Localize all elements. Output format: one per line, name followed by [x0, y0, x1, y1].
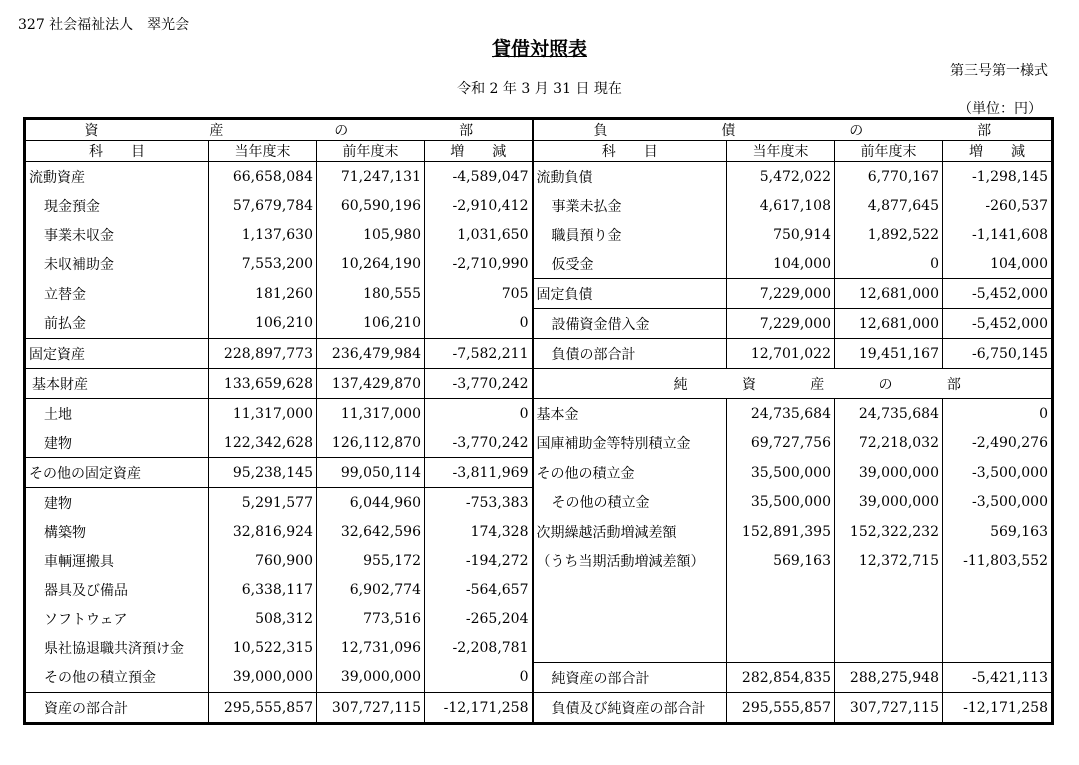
liability-label [533, 604, 727, 633]
liability-current: 7,229,000 [727, 279, 835, 309]
liability-label: その他の積立金 [533, 488, 727, 518]
asset-previous: 99,050,114 [317, 458, 425, 488]
col-previous: 前年度末 [835, 141, 943, 162]
asset-current: 133,659,628 [209, 369, 317, 399]
liability-change: 569,163 [943, 517, 1053, 546]
liability-change: -260,537 [943, 191, 1053, 220]
col-subject: 科 目 [533, 141, 727, 162]
col-subject: 科 目 [25, 141, 209, 162]
liability-previous: 152,322,232 [835, 517, 943, 546]
asset-label: 前払金 [25, 309, 209, 339]
liability-label: 設備資金借入金 [533, 309, 727, 339]
asset-change: -3,770,242 [425, 428, 533, 458]
balance-sheet-table [23, 117, 1054, 725]
asset-change: -12,171,258 [425, 693, 533, 724]
liability-current: 152,891,395 [727, 517, 835, 546]
asset-change: -3,811,969 [425, 458, 533, 488]
liability-previous [835, 633, 943, 663]
liability-previous: 307,727,115 [835, 693, 943, 724]
asset-current: 10,522,315 [209, 633, 317, 663]
liability-previous: 0 [835, 249, 943, 279]
asset-label: 事業未収金 [25, 220, 209, 249]
liability-change: -5,421,113 [943, 663, 1053, 693]
table-row [25, 663, 1053, 693]
asset-previous: 773,516 [317, 604, 425, 633]
liability-previous: 6,770,167 [835, 162, 943, 192]
asset-current: 32,816,924 [209, 517, 317, 546]
liability-previous: 72,218,032 [835, 428, 943, 458]
liability-label: 事業未払金 [533, 191, 727, 220]
liability-previous: 1,892,522 [835, 220, 943, 249]
asset-change: 0 [425, 663, 533, 693]
asset-current: 106,210 [209, 309, 317, 339]
table-row [25, 162, 1053, 192]
liability-current: 69,727,756 [727, 428, 835, 458]
section-header-row [25, 119, 1053, 141]
asset-current: 6,338,117 [209, 575, 317, 604]
liability-change: -5,452,000 [943, 279, 1053, 309]
asset-label: 構築物 [25, 517, 209, 546]
asset-current: 39,000,000 [209, 663, 317, 693]
liability-label: 負債及び純資産の部合計 [533, 693, 727, 724]
asset-current: 228,897,773 [209, 339, 317, 369]
liability-current: 12,701,022 [727, 339, 835, 369]
asset-change: -2,710,990 [425, 249, 533, 279]
net-assets-section-header [533, 369, 1053, 399]
table-row [25, 633, 1053, 663]
asset-previous: 11,317,000 [317, 399, 425, 429]
asset-current: 7,553,200 [209, 249, 317, 279]
table-row [25, 604, 1053, 633]
liability-previous [835, 604, 943, 633]
liability-current: 5,472,022 [727, 162, 835, 192]
liability-previous: 4,877,645 [835, 191, 943, 220]
document-title: 貸借対照表 [491, 38, 587, 60]
liability-previous: 12,372,715 [835, 546, 943, 575]
table-row [25, 249, 1053, 279]
as-of-date: 令和 2 年 3 月 31 日 現在 [457, 81, 622, 97]
asset-current: 57,679,784 [209, 191, 317, 220]
section-char: 負 [593, 123, 608, 139]
table-row [25, 693, 1053, 724]
liability-previous: 12,681,000 [835, 309, 943, 339]
table-row [25, 428, 1053, 458]
asset-previous: 12,731,096 [317, 633, 425, 663]
asset-previous: 236,479,984 [317, 339, 425, 369]
section-char: 純 [673, 376, 688, 393]
liability-current: 24,735,684 [727, 399, 835, 429]
asset-change: -2,208,781 [425, 633, 533, 663]
asset-previous: 106,210 [317, 309, 425, 339]
section-char: 資 [84, 123, 99, 139]
asset-current: 11,317,000 [209, 399, 317, 429]
table-row [25, 575, 1053, 604]
asset-previous: 307,727,115 [317, 693, 425, 724]
asset-change: 0 [425, 309, 533, 339]
table-row [25, 458, 1053, 488]
liability-change: -1,141,608 [943, 220, 1053, 249]
liability-label: 職員預り金 [533, 220, 727, 249]
liability-previous: 39,000,000 [835, 488, 943, 518]
liability-current: 35,500,000 [727, 458, 835, 488]
liability-change [943, 604, 1053, 633]
asset-change: -265,204 [425, 604, 533, 633]
asset-change: -2,910,412 [425, 191, 533, 220]
liability-change: -1,298,145 [943, 162, 1053, 192]
section-char: 部 [946, 376, 961, 393]
liability-previous: 288,275,948 [835, 663, 943, 693]
section-char: 部 [977, 123, 992, 139]
liability-label: 純資産の部合計 [533, 663, 727, 693]
liability-previous: 12,681,000 [835, 279, 943, 309]
liability-change [943, 575, 1053, 604]
asset-label: 固定資産 [25, 339, 209, 369]
col-current: 当年度末 [209, 141, 317, 162]
liability-change: 0 [943, 399, 1053, 429]
assets-section-header [25, 119, 533, 141]
asset-previous: 126,112,870 [317, 428, 425, 458]
liability-change [943, 633, 1053, 663]
liability-label [533, 633, 727, 663]
asset-label: 車輌運搬具 [25, 546, 209, 575]
asset-previous: 60,590,196 [317, 191, 425, 220]
asset-previous: 6,044,960 [317, 488, 425, 518]
asset-current: 1,137,630 [209, 220, 317, 249]
liability-current: 282,854,835 [727, 663, 835, 693]
liability-previous: 24,735,684 [835, 399, 943, 429]
liability-current: 750,914 [727, 220, 835, 249]
asset-label: その他の積立預金 [25, 663, 209, 693]
organization-name: 327 社会福祉法人 翠光会 [18, 17, 190, 33]
col-previous: 前年度末 [317, 141, 425, 162]
asset-change: -564,657 [425, 575, 533, 604]
asset-previous: 32,642,596 [317, 517, 425, 546]
liability-label: 固定負債 [533, 279, 727, 309]
liability-change: -2,490,276 [943, 428, 1053, 458]
asset-label: 資産の部合計 [25, 693, 209, 724]
asset-change: -753,383 [425, 488, 533, 518]
asset-previous: 39,000,000 [317, 663, 425, 693]
asset-previous: 137,429,870 [317, 369, 425, 399]
asset-previous: 105,980 [317, 220, 425, 249]
liabilities-section-header [533, 119, 1053, 141]
liability-current: 295,555,857 [727, 693, 835, 724]
section-char: の [849, 123, 864, 139]
liability-label: その他の積立金 [533, 458, 727, 488]
asset-previous: 955,172 [317, 546, 425, 575]
asset-previous: 71,247,131 [317, 162, 425, 192]
table-row [25, 488, 1053, 518]
section-char: 産 [209, 123, 224, 139]
asset-change: -194,272 [425, 546, 533, 575]
asset-label: ソフトウェア [25, 604, 209, 633]
table-row [25, 279, 1053, 309]
liability-label [533, 575, 727, 604]
table-row [25, 220, 1053, 249]
liability-current [727, 633, 835, 663]
liability-label: 負債の部合計 [533, 339, 727, 369]
table-row [25, 309, 1053, 339]
table-row [25, 517, 1053, 546]
asset-previous: 180,555 [317, 279, 425, 309]
asset-change: 1,031,650 [425, 220, 533, 249]
liability-change: -6,750,145 [943, 339, 1053, 369]
liability-current: 7,229,000 [727, 309, 835, 339]
asset-current: 95,238,145 [209, 458, 317, 488]
asset-change: 174,328 [425, 517, 533, 546]
section-char: 債 [721, 123, 736, 139]
liability-change: -12,171,258 [943, 693, 1053, 724]
liability-label: 流動負債 [533, 162, 727, 192]
asset-label: 立替金 [25, 279, 209, 309]
liability-previous: 19,451,167 [835, 339, 943, 369]
asset-change: -4,589,047 [425, 162, 533, 192]
liability-current: 104,000 [727, 249, 835, 279]
liability-label: 基本金 [533, 399, 727, 429]
asset-change: 705 [425, 279, 533, 309]
asset-label: 基本財産 [25, 369, 209, 399]
unit-label: （単位：円） [958, 101, 1042, 117]
form-number: 第三号第一様式 [950, 63, 1048, 79]
asset-label: 未収補助金 [25, 249, 209, 279]
asset-current: 122,342,628 [209, 428, 317, 458]
liability-change: -5,452,000 [943, 309, 1053, 339]
asset-current: 66,658,084 [209, 162, 317, 192]
asset-change: -3,770,242 [425, 369, 533, 399]
liability-change: -3,500,000 [943, 488, 1053, 518]
asset-change: 0 [425, 399, 533, 429]
liability-label: 仮受金 [533, 249, 727, 279]
asset-current: 295,555,857 [209, 693, 317, 724]
section-char: の [334, 123, 349, 139]
table-row [25, 546, 1053, 575]
liability-current [727, 604, 835, 633]
liability-previous: 39,000,000 [835, 458, 943, 488]
liability-change: -3,500,000 [943, 458, 1053, 488]
section-char: 資 [741, 376, 756, 393]
asset-current: 508,312 [209, 604, 317, 633]
section-char: 部 [459, 123, 474, 139]
liability-previous [835, 575, 943, 604]
liability-current: 35,500,000 [727, 488, 835, 518]
liability-label: （うち当期活動増減差額） [533, 546, 727, 575]
asset-label: 県社協退職共済預け金 [25, 633, 209, 663]
liability-label: 国庫補助金等特別積立金 [533, 428, 727, 458]
asset-change: -7,582,211 [425, 339, 533, 369]
col-change: 増 減 [425, 141, 533, 162]
asset-label: 建物 [25, 428, 209, 458]
asset-current: 760,900 [209, 546, 317, 575]
section-char: 産 [810, 376, 825, 393]
asset-label: 流動資産 [25, 162, 209, 192]
liability-current: 569,163 [727, 546, 835, 575]
column-header-row [25, 141, 1053, 162]
liability-label: 次期繰越活動増減差額 [533, 517, 727, 546]
liability-change: 104,000 [943, 249, 1053, 279]
section-char: の [878, 376, 893, 393]
asset-label: 器具及び備品 [25, 575, 209, 604]
asset-current: 5,291,577 [209, 488, 317, 518]
col-current: 当年度末 [727, 141, 835, 162]
col-change: 増 減 [943, 141, 1053, 162]
asset-label: その他の固定資産 [25, 458, 209, 488]
table-row [25, 191, 1053, 220]
liability-change: -11,803,552 [943, 546, 1053, 575]
asset-label: 現金預金 [25, 191, 209, 220]
asset-previous: 6,902,774 [317, 575, 425, 604]
asset-previous: 10,264,190 [317, 249, 425, 279]
table-row [25, 399, 1053, 429]
liability-current [727, 575, 835, 604]
table-row [25, 339, 1053, 369]
liability-current: 4,617,108 [727, 191, 835, 220]
asset-label: 土地 [25, 399, 209, 429]
asset-current: 181,260 [209, 279, 317, 309]
table-row [25, 369, 1053, 399]
asset-label: 建物 [25, 488, 209, 518]
